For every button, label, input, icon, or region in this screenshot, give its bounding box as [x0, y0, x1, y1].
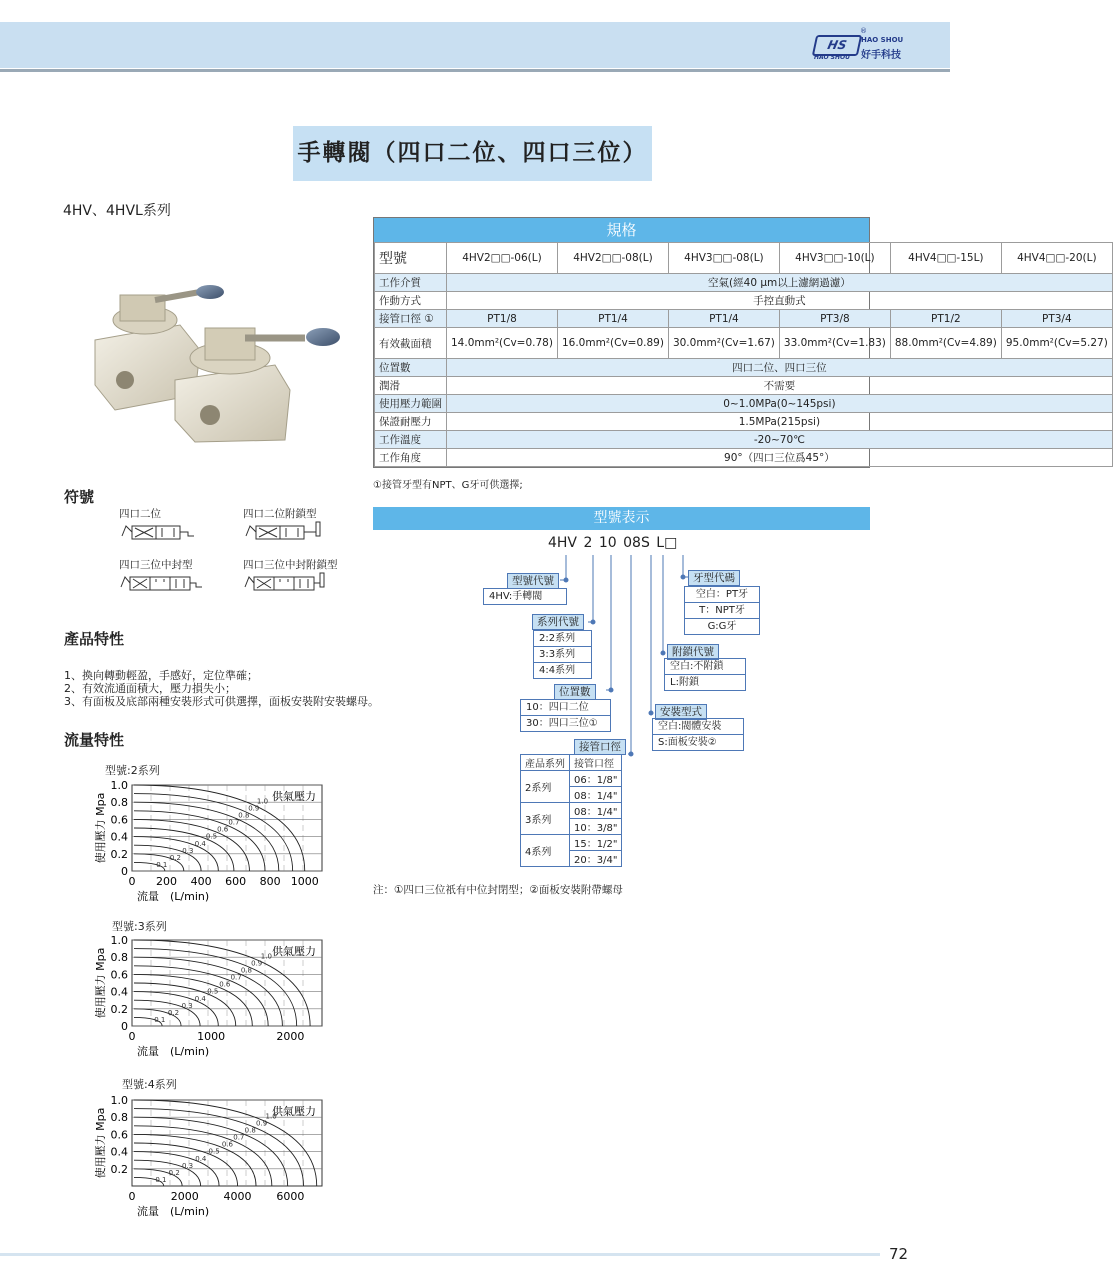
row-value: 四口二位、四口三位 [447, 359, 1113, 377]
curve-label: 0.4 [194, 839, 206, 848]
port-series: 4系列 [521, 835, 570, 867]
row-label: 工作溫度 [375, 431, 447, 449]
curve-label: 0.8 [240, 966, 253, 975]
y-tick-label: 0.2 [110, 1162, 128, 1176]
model-cell: 4HV3□□-08(L) [668, 243, 779, 274]
y-axis-label: 使用壓力 Mpa [94, 792, 107, 864]
port-value: 06：1/8" [570, 771, 622, 787]
symbol-4port-2pos [120, 520, 200, 546]
y-tick-label: 1.0 [110, 1094, 128, 1107]
curve-label: 0.5 [205, 832, 218, 841]
curve-label: 1.0 [256, 797, 269, 806]
port-col-header: 產品系列 [521, 755, 570, 771]
curve-label: 0.9 [256, 1119, 268, 1128]
flow-chart-series-2 [90, 775, 340, 910]
logo-registered: ® [860, 27, 867, 35]
curve-label: 0.4 [194, 994, 206, 1003]
symbol-label-4port-2pos-lock: 四口二位附鎖型 [243, 508, 317, 520]
mount-item: S:面板安裝② [653, 734, 743, 750]
curve-label: 0.1 [155, 1175, 167, 1184]
model-cell: 4HV2□□-08(L) [557, 243, 668, 274]
box-lock [664, 658, 746, 691]
y-tick-label: 1.0 [110, 779, 128, 792]
box-positions [520, 699, 611, 732]
port-value: 08：1/4" [570, 787, 622, 803]
x-tick-label: 0 [128, 1030, 136, 1043]
curve-label: 0.2 [168, 1168, 180, 1177]
curve-label: 0.1 [154, 1015, 166, 1024]
row-value: -20~70℃ [447, 431, 1113, 449]
curve-label: 0.3 [181, 1161, 194, 1170]
curve-label: 1.0 [265, 1112, 277, 1121]
curve-label: 0.3 [181, 1001, 193, 1010]
curve-label: 0.6 [221, 1140, 234, 1149]
box-series-code [533, 630, 592, 679]
series-code-item: 3:3系列 [534, 646, 591, 662]
x-tick-label: 800 [259, 875, 281, 888]
row-value: 手控直動式 [447, 292, 1113, 310]
series-code-item: 2:2系列 [539, 633, 576, 644]
curve-label: 0.1 [156, 860, 168, 869]
code-part-positions: 10 [598, 535, 617, 551]
port-value: 08：1/4" [570, 803, 622, 819]
curve-label: 0.9 [248, 804, 260, 813]
curve-label: 0.8 [238, 811, 250, 820]
port-value: 10：3/8" [570, 819, 622, 835]
features-heading: 產品特性 [64, 630, 125, 648]
curve-label: 0.6 [219, 980, 231, 989]
flow-chart-series-3 [90, 930, 340, 1065]
logo-english: HAO SHOU [861, 36, 904, 44]
logo-chinese: 好手科技 [861, 50, 901, 61]
chart-title: 型號:2系列 [105, 764, 160, 777]
row-value: 90°（四口三位爲45°） [447, 449, 1113, 467]
code-part-lock: L [656, 535, 665, 551]
spec-note: ①接管牙型有NPT、G牙可供選擇; [373, 480, 523, 491]
x-tick-label: 0 [128, 875, 136, 888]
box-type-code [483, 588, 567, 605]
row-value: 空氣(經40 μm以上濾網過濾） [447, 274, 1113, 292]
model-cell: 4HV4□□-20(L) [1001, 243, 1112, 274]
x-tick-label: 400 [190, 875, 212, 888]
model-cell: 4HV2□□-06(L) [447, 243, 558, 274]
y-tick-label: 0.8 [110, 951, 128, 965]
area-cell: 88.0mm²(Cv=4.89) [890, 328, 1001, 359]
curve-label: 0.9 [251, 959, 263, 968]
features-list [64, 669, 379, 708]
series-code-item: 4:4系列 [534, 662, 591, 678]
curve-label: 0.5 [208, 1147, 220, 1156]
port-value: 15：1/2" [570, 835, 622, 851]
header-divider [0, 69, 950, 72]
row-value: 1.5MPa(215psi) [447, 413, 1113, 431]
port-cell: PT1/4 [557, 310, 668, 328]
logo-subtitle: HAO SHOU [814, 54, 850, 61]
code-part-mount: S [640, 535, 650, 551]
curve-label: 0.4 [195, 1154, 207, 1163]
series-name: 4HV、4HVL系列 [63, 203, 171, 219]
x-tick-label: 1000 [197, 1030, 226, 1043]
symbol-label-4port-2pos: 四口二位 [119, 508, 161, 520]
x-tick-label: 600 [225, 875, 247, 888]
positions-item: 30：四口三位① [521, 715, 610, 731]
area-cell: 16.0mm²(Cv=0.89) [557, 328, 668, 359]
lock-item: L:附鎖 [665, 674, 745, 690]
curve-label: 0.7 [228, 818, 240, 827]
symbol-4port-2pos-lock [244, 518, 324, 546]
y-axis-label: 使用壓力 Mpa [94, 947, 107, 1019]
logo-badge: HS [812, 35, 862, 56]
footer-line [0, 1253, 880, 1256]
y-tick-label: 0.8 [110, 1111, 128, 1125]
code-part-type: 4HV [548, 535, 578, 551]
port-col-header: 接管口徑 [570, 755, 622, 771]
y-tick-label: 0.4 [110, 1145, 128, 1159]
curve-label: 0.2 [167, 1008, 180, 1017]
port-cell: PT1/8 [447, 310, 558, 328]
legend-label: 供氣壓力 [272, 1105, 316, 1118]
thread-item: T：NPT牙 [685, 602, 759, 618]
curve-label: 0.8 [244, 1126, 256, 1135]
chart-title: 型號:4系列 [122, 1078, 177, 1091]
curve-label: 1.0 [260, 952, 272, 961]
x-axis-label: 流量 (L/min) [137, 1205, 210, 1218]
row-label: 位置數 [375, 359, 447, 377]
symbol-label-4port-3pos: 四口三位中封型 [119, 559, 193, 571]
model-code-heading: 型號表示 [373, 507, 870, 530]
y-tick-label: 0.8 [110, 796, 128, 810]
model-code-note: 注：①四口三位祇有中位封閉型；②面板安裝附帶螺母 [373, 884, 623, 896]
feature-item: 2、有效流通面積大，壓力損失小； [64, 682, 236, 695]
port-series: 2系列 [521, 771, 570, 803]
port-cell: PT3/4 [1001, 310, 1112, 328]
row-label: 接管口徑 ① [375, 310, 447, 328]
y-tick-label: 0 [121, 1020, 128, 1033]
flow-chart-series-4 [90, 1090, 340, 1225]
row-value: 0~1.0MPa(0~145psi) [447, 395, 1113, 413]
model-code [548, 535, 677, 551]
row-label: 工作介質 [375, 274, 447, 292]
curve-label: 0.5 [207, 987, 219, 996]
row-label: 作動方式 [375, 292, 447, 310]
area-cell: 95.0mm²(Cv=5.27) [1001, 328, 1112, 359]
curve-label: 0.3 [182, 846, 194, 855]
row-label: 保證耐壓力 [375, 413, 447, 431]
area-cell: 33.0mm²(Cv=1.83) [779, 328, 890, 359]
port-size-table [520, 754, 622, 867]
row-label: 有效截面積 [375, 328, 447, 359]
curve-label: 0.2 [169, 853, 182, 862]
page-number: 72 [889, 1245, 909, 1263]
label-positions: 位置數 [554, 684, 596, 700]
type-code-item: 4HV:手轉閥 [489, 591, 543, 602]
x-tick-label: 2000 [170, 1190, 199, 1203]
x-axis-label: 流量 (L/min) [137, 1045, 210, 1058]
box-thread [684, 586, 760, 635]
valve-large [175, 328, 340, 442]
product-photo [85, 270, 355, 445]
spec-grid [374, 242, 1113, 467]
header-band [0, 22, 950, 68]
code-part-thread: □ [664, 535, 678, 551]
x-axis-label: 流量 (L/min) [137, 890, 210, 903]
mount-item: 空白:閥體安裝 [658, 721, 722, 732]
row-label: 使用壓力範圍 [375, 395, 447, 413]
symbol-4port-3pos [120, 570, 204, 598]
y-tick-label: 1.0 [110, 934, 128, 947]
lock-item: 空白:不附鎖 [670, 661, 724, 672]
spec-header-label: 型號 [375, 243, 447, 274]
feature-item: 3、有面板及底部兩種安裝形式可供選擇，面板安裝附安裝螺母。 [64, 695, 379, 708]
chart-title: 型號:3系列 [112, 920, 167, 933]
label-mount: 安裝型式 [655, 704, 707, 720]
y-axis-label: 使用壓力 Mpa [94, 1107, 107, 1179]
curve-label: 0.7 [233, 1133, 245, 1142]
model-cell: 4HV4□□-15L) [890, 243, 1001, 274]
y-tick-label: 0.2 [110, 1002, 128, 1016]
code-part-series: 2 [583, 535, 593, 551]
spec-table [373, 217, 1108, 468]
thread-item: 空白：PT牙 [695, 589, 749, 600]
symbols-heading: 符號 [64, 488, 95, 506]
label-type-code: 型號代號 [507, 573, 559, 589]
y-tick-label: 0.4 [110, 830, 128, 844]
brand-logo [814, 27, 934, 62]
thread-item: G:G牙 [685, 618, 759, 634]
label-port-size: 接管口徑 [574, 739, 626, 755]
page-title: 手轉閥（四口二位、四口三位） [293, 126, 652, 181]
port-cell: PT1/2 [890, 310, 1001, 328]
x-tick-label: 2000 [276, 1030, 305, 1043]
port-value: 20：3/4" [570, 851, 622, 867]
port-series: 3系列 [521, 803, 570, 835]
box-mount [652, 718, 744, 751]
y-tick-label: 0.4 [110, 985, 128, 999]
flow-heading: 流量特性 [64, 731, 125, 749]
row-value: 不需要 [447, 377, 1113, 395]
row-label: 工作角度 [375, 449, 447, 467]
port-cell: PT3/8 [779, 310, 890, 328]
label-thread: 牙型代碼 [688, 570, 740, 586]
y-tick-label: 0.6 [110, 968, 128, 982]
y-tick-label: 0 [121, 865, 128, 878]
y-tick-label: 0.6 [110, 813, 128, 827]
curve-label: 0.7 [230, 973, 242, 982]
feature-item: 1、換向轉動輕盈，手感好，定位準確； [64, 669, 258, 682]
positions-item: 10：四口二位 [526, 702, 589, 713]
area-cell: 14.0mm²(Cv=0.78) [447, 328, 558, 359]
x-tick-label: 4000 [223, 1190, 252, 1203]
x-tick-label: 6000 [276, 1190, 305, 1203]
symbol-4port-3pos-lock [244, 568, 328, 598]
legend-label: 供氣壓力 [272, 945, 316, 958]
curve-label: 0.6 [217, 825, 229, 834]
row-label: 潤滑 [375, 377, 447, 395]
legend-label: 供氣壓力 [272, 790, 316, 803]
symbol-label-4port-3pos-lock: 四口三位中封附鎖型 [243, 559, 338, 571]
x-tick-label: 200 [156, 875, 178, 888]
port-cell: PT1/4 [668, 310, 779, 328]
y-tick-label: 0.6 [110, 1128, 128, 1142]
label-series-code: 系列代號 [532, 614, 584, 630]
code-part-port: 08 [623, 535, 641, 551]
model-cell: 4HV3□□-10(L) [779, 243, 890, 274]
y-tick-label: 0.2 [110, 847, 128, 861]
spec-heading: 規格 [374, 218, 869, 242]
x-tick-label: 0 [128, 1190, 136, 1203]
area-cell: 30.0mm²(Cv=1.67) [668, 328, 779, 359]
label-lock: 附鎖代號 [667, 644, 719, 660]
x-tick-label: 1000 [290, 875, 319, 888]
